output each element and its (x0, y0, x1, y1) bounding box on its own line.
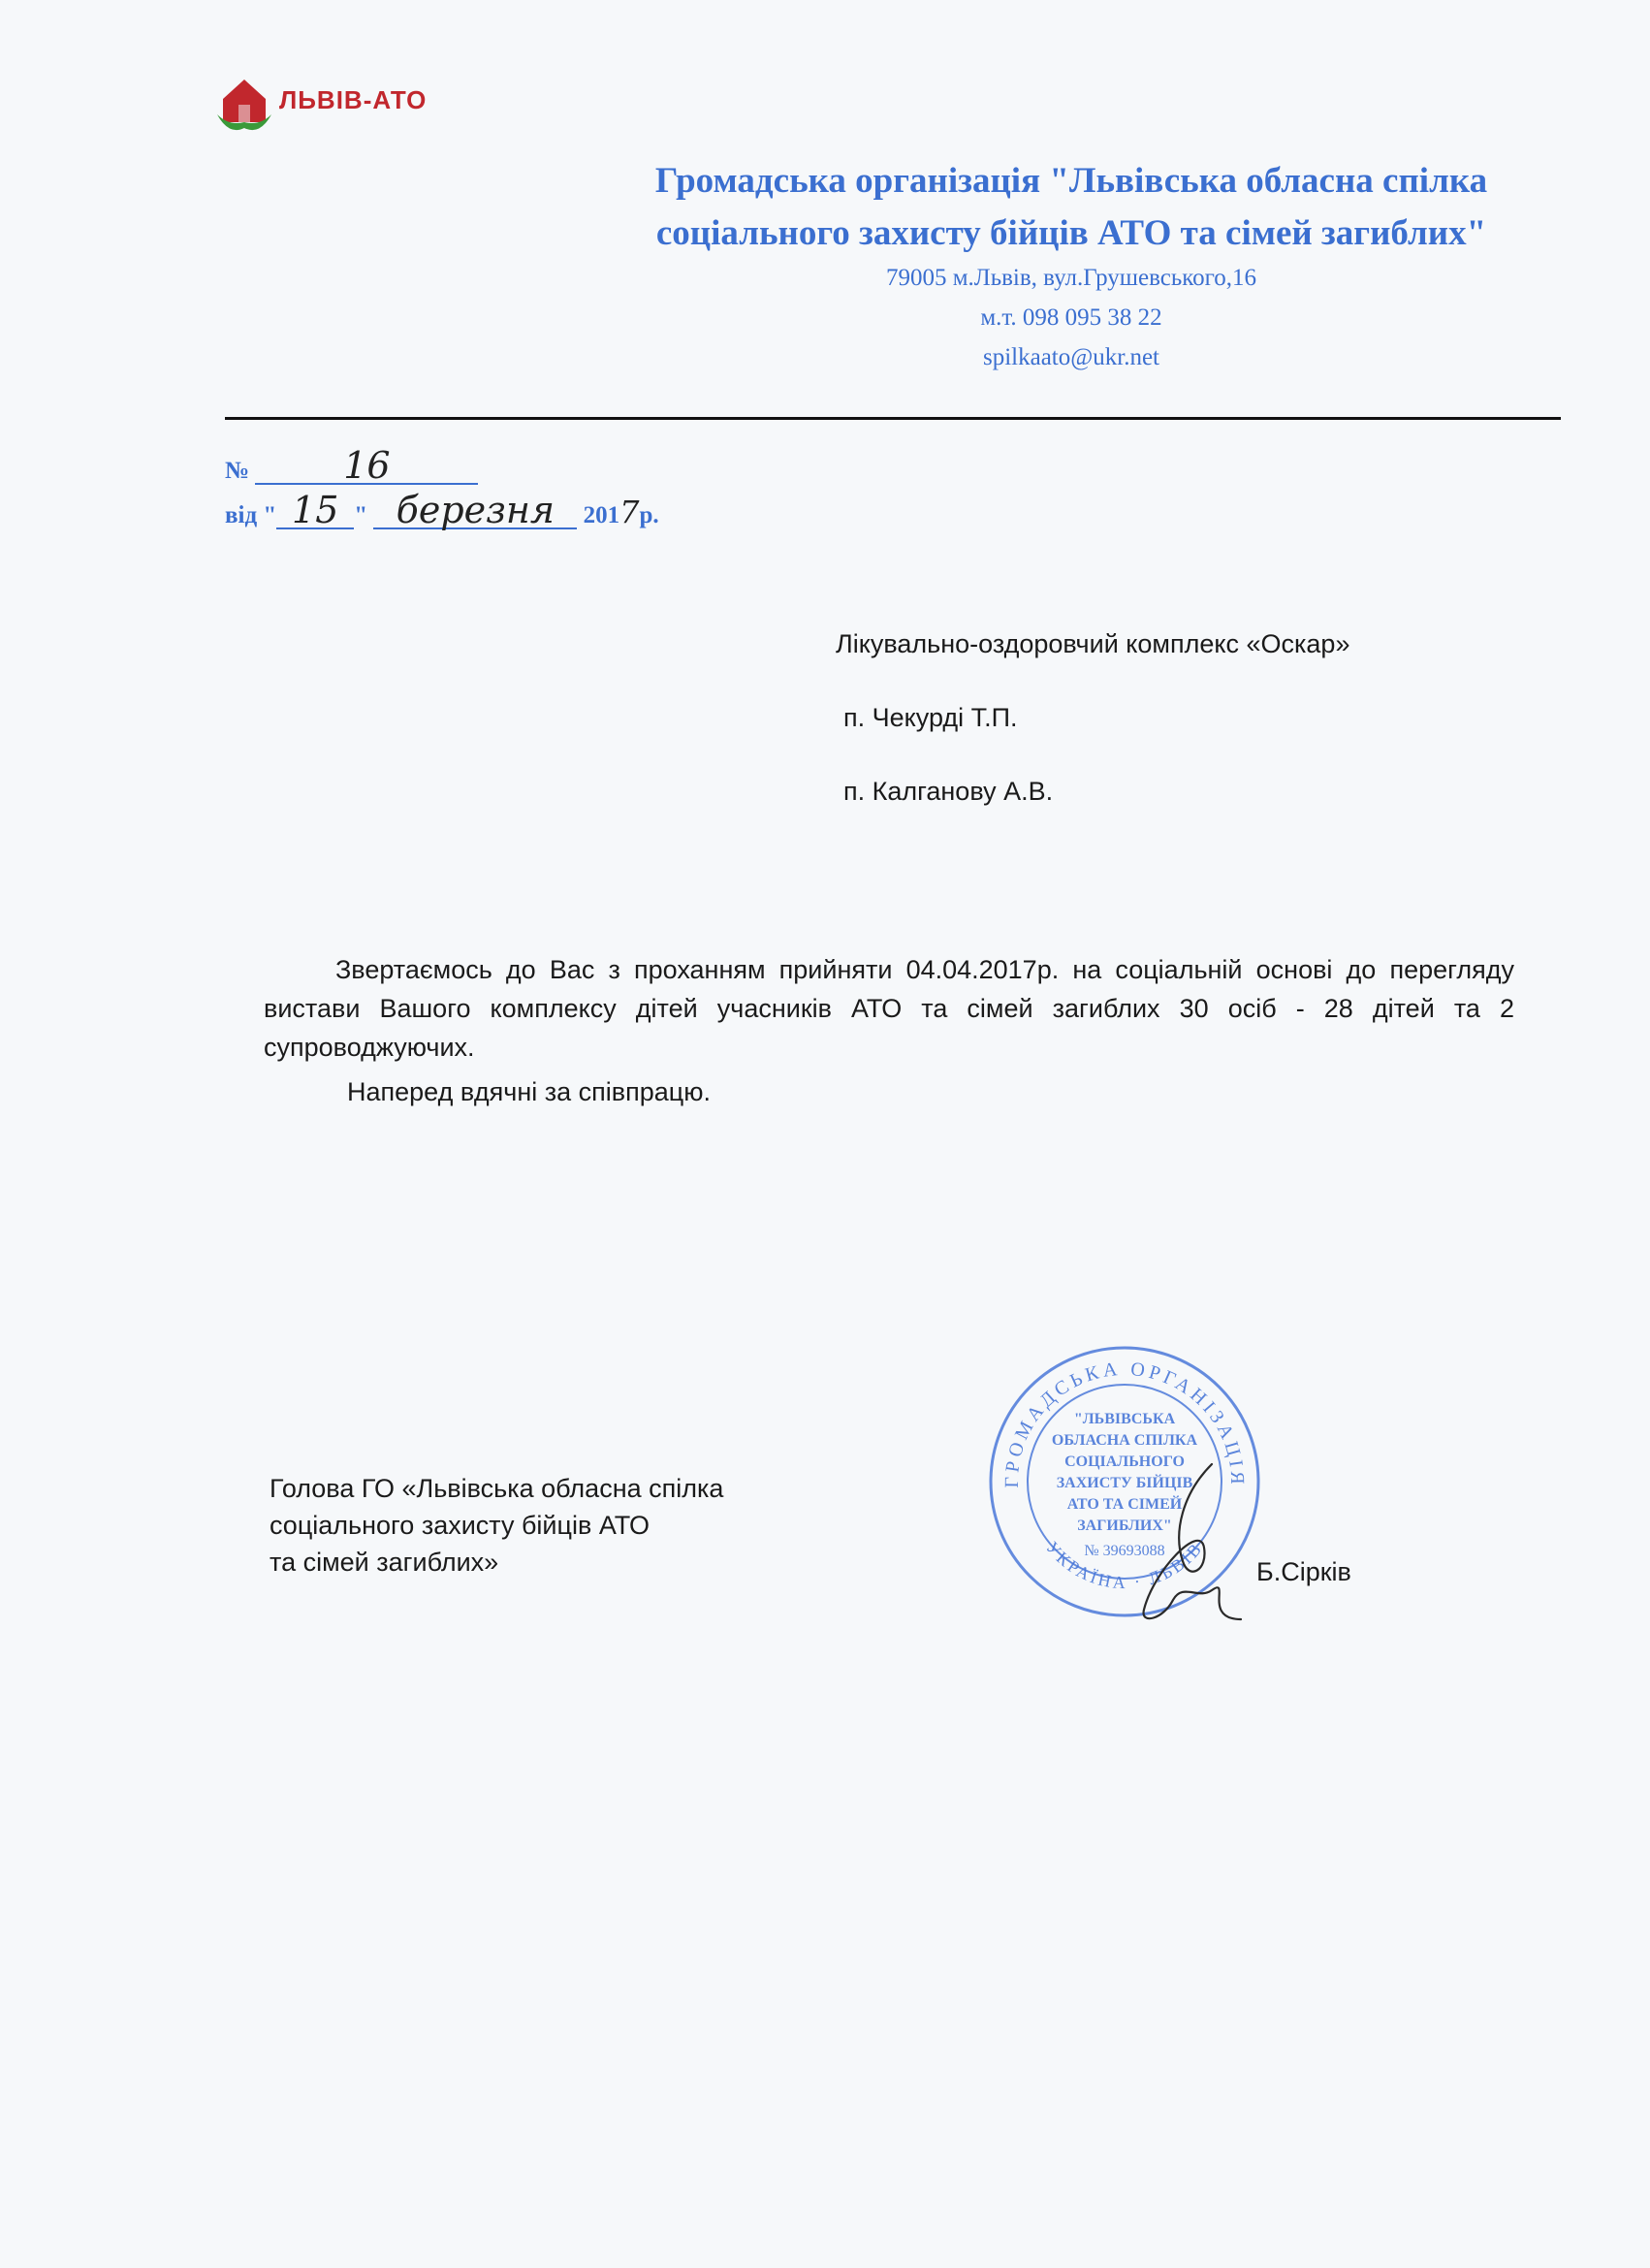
logo-text: ЛЬВІВ-АТО (279, 85, 428, 114)
reference-date-line: від " 15 " березня 2017р. (225, 489, 659, 531)
org-phone: м.т. 098 095 38 22 (980, 304, 1162, 331)
signer-name: Б.Сірків (1256, 1557, 1351, 1586)
stamp-line-4: ЗАХИСТУ БІЙЦІВ (1056, 1475, 1193, 1491)
body-thanks: Наперед вдячні за співпрацю. (347, 1077, 711, 1106)
house-hands-icon (215, 72, 273, 136)
org-email: spilkaato@ukr.net (982, 344, 1160, 370)
signer-title-line-1: Голова ГО «Львівська обласна спілка (270, 1474, 724, 1503)
org-name-line-1: Громадська організація "Львівська обласна спілка (654, 161, 1488, 201)
handwritten-signature (1115, 1454, 1270, 1629)
reference-number-line (225, 444, 659, 493)
recipient-block (836, 607, 1349, 828)
recipient-person-2: п. Калганову А.В. (843, 777, 1054, 806)
number-label: № (225, 458, 250, 484)
stamp-line-5: АТО ТА СІМЕЙ (1066, 1496, 1183, 1513)
reference-block (225, 444, 659, 537)
date-day: 15 (276, 493, 354, 529)
signer-title-line-3: та сімей загиблих» (270, 1548, 499, 1577)
organization-contacts (582, 258, 1561, 377)
organization-logo (215, 72, 496, 136)
recipient-organization: Лікувально-оздоровчий комплекс «Оскар» (836, 629, 1350, 658)
date-month: березня (373, 493, 577, 529)
stamp-line-3: СОЦІАЛЬНОГО (1064, 1453, 1185, 1470)
signer-title (270, 1470, 723, 1581)
stamp-line-1: "ЛЬВІВСЬКА (1073, 1411, 1176, 1427)
date-label: від (225, 502, 258, 528)
body-paragraph: Звертаємось до Вас з проханням прийняти 04.04.2017р. на соціальній основі до перегляду вистави Вашого комплексу дітей учасників АТО та сімей загиблих 30 осіб - 28 дітей та 2 супроводжуючих. (264, 955, 1514, 1062)
org-name-line-2: соціального захисту бійців АТО та сімей загиблих" (655, 213, 1487, 253)
stamp-line-2: ОБЛАСНА СПІЛКА (1051, 1432, 1198, 1449)
letter-body (264, 950, 1514, 1111)
date-year-handwritten: 7 (619, 494, 640, 530)
date-year-suffix: р. (639, 502, 659, 528)
stamp-bottom-text: УКРАЇНА · ЛЬВІВ (1042, 1537, 1207, 1593)
letterhead-divider (225, 417, 1561, 420)
stamp-outer-text: ГРОМАДСЬКА ОРГАНІЗАЦІЯ (1000, 1358, 1249, 1488)
recipient-person-1: п. Чекурді Т.П. (843, 703, 1018, 732)
date-year-printed: 201 (583, 502, 620, 528)
signer-title-line-2: соціального захисту бійців АТО (270, 1511, 650, 1540)
number-value: 16 (255, 448, 478, 485)
org-address: 79005 м.Львів, вул.Грушевського,16 (885, 265, 1257, 291)
organization-name (582, 155, 1561, 260)
stamp-code: № 39693088 (1084, 1543, 1165, 1559)
stamp-line-6: ЗАГИБЛИХ" (1077, 1517, 1172, 1534)
